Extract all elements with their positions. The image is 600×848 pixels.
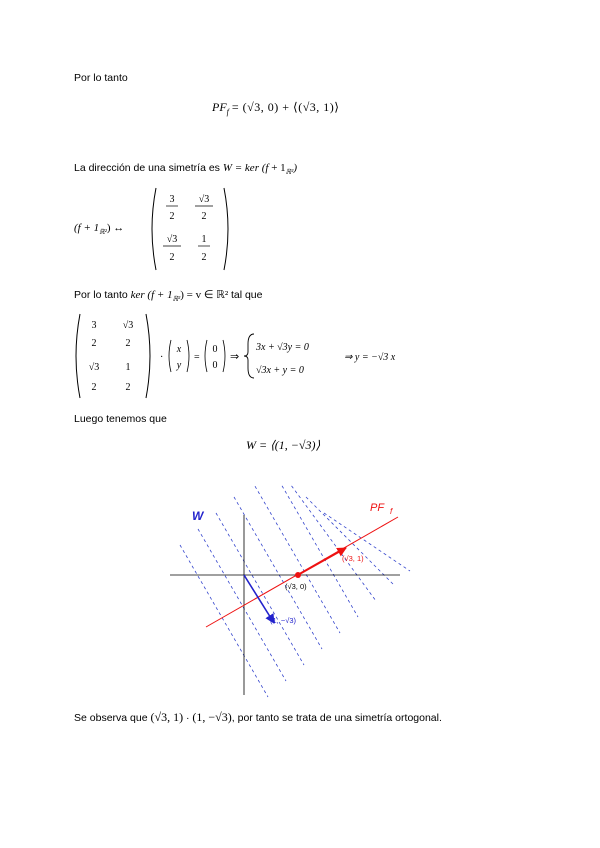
r2-sub: ℝ² bbox=[285, 168, 294, 177]
result-expression: ⇒ y = −√3 x bbox=[344, 352, 396, 363]
label-red-vector: (√3, 1) bbox=[342, 554, 364, 563]
equation-w: W = ⟨(1, −√3)⟩ bbox=[246, 438, 321, 452]
point-sqrt3-0 bbox=[295, 572, 301, 578]
implies-arrow-1: ⇒ bbox=[230, 351, 240, 363]
s-m11-den: 2 bbox=[91, 338, 97, 349]
m12-num: √3 bbox=[198, 194, 210, 205]
s-m22-num: 1 bbox=[125, 362, 131, 373]
m22-num: 1 bbox=[201, 234, 207, 245]
red-vector bbox=[298, 548, 346, 575]
pf-subscript: f bbox=[226, 107, 229, 117]
text-luego: Luego tenemos que bbox=[74, 413, 167, 425]
equals-sign: = bbox=[194, 352, 200, 363]
geometry-plot bbox=[170, 485, 420, 705]
mat-lhs-close: ) ↔ bbox=[106, 222, 125, 234]
vec-y: y bbox=[176, 360, 182, 371]
ker-r2-sub: ℝ² bbox=[172, 295, 181, 304]
direccion-label: La dirección de una simetría es bbox=[74, 162, 220, 174]
m22-den: 2 bbox=[201, 252, 207, 263]
matrix-lhs bbox=[74, 222, 124, 236]
m11-den: 2 bbox=[169, 211, 175, 222]
pf-equation-body: = (√3, 0) + ⟨(√3, 1)⟩ bbox=[231, 100, 340, 114]
s-m11-num: 3 bbox=[91, 320, 97, 331]
text-por-lo-tanto-1: Por lo tanto bbox=[74, 72, 128, 84]
dot-operator: · bbox=[160, 352, 164, 363]
matrix-2x2 bbox=[146, 184, 236, 274]
ker-tail: ) = v ∈ ℝ² bbox=[180, 289, 229, 301]
close-paren: ) bbox=[293, 162, 297, 174]
vec-x: x bbox=[176, 344, 182, 355]
s-m12-den: 2 bbox=[125, 338, 131, 349]
w-direction-lines bbox=[180, 485, 410, 697]
mat-r2-sub: ℝ² bbox=[99, 228, 107, 237]
text-se-observa bbox=[74, 710, 442, 725]
m21-num: √3 bbox=[166, 234, 178, 245]
s-m21-num: √3 bbox=[88, 362, 100, 373]
ortogonal-label: , por tanto se trata de una simetría ortogonal. bbox=[231, 712, 442, 724]
w-ker-open: W = ker ( bbox=[222, 162, 266, 174]
observa-label: Se observa que bbox=[74, 712, 148, 724]
text-direccion bbox=[74, 162, 297, 176]
ker-expression bbox=[130, 289, 231, 304]
system-eq-2: √3x + y = 0 bbox=[256, 365, 304, 376]
mat-lhs-open: (f + 1 bbox=[74, 222, 100, 234]
f-symbol: f bbox=[265, 162, 269, 174]
s-m21-den: 2 bbox=[91, 382, 97, 393]
label-w: W bbox=[192, 509, 204, 523]
plus-one: + 1 bbox=[271, 162, 286, 174]
zero-2: 0 bbox=[212, 360, 218, 371]
equation-pf bbox=[212, 100, 339, 116]
zero-1: 0 bbox=[212, 344, 218, 355]
obs-vector-b: (1, −√3) bbox=[192, 710, 232, 724]
ker-open: ker (f + 1 bbox=[130, 289, 173, 301]
s-m22-den: 2 bbox=[125, 382, 131, 393]
por-lo-tanto-label: Por lo tanto bbox=[74, 289, 128, 301]
label-blue-vector: (1, −√3) bbox=[270, 616, 297, 625]
label-point: (√3, 0) bbox=[285, 582, 307, 591]
w-ker-expression bbox=[222, 162, 297, 177]
s-m12-num: √3 bbox=[122, 320, 134, 331]
m12-den: 2 bbox=[201, 211, 207, 222]
m21-den: 2 bbox=[169, 252, 175, 263]
tal-que-label: tal que bbox=[230, 289, 263, 301]
text-por-lo-tanto-2 bbox=[74, 288, 262, 303]
system-eq-1: 3x + √3y = 0 bbox=[256, 342, 309, 353]
pf-symbol: PF bbox=[212, 100, 227, 114]
system-equation bbox=[72, 310, 452, 402]
label-pf: PF bbox=[370, 502, 385, 514]
label-pf-sub: f bbox=[390, 507, 393, 516]
obs-dot: · bbox=[185, 712, 190, 724]
m11-num: 3 bbox=[169, 194, 175, 205]
obs-vector-a: (√3, 1) bbox=[150, 710, 184, 724]
